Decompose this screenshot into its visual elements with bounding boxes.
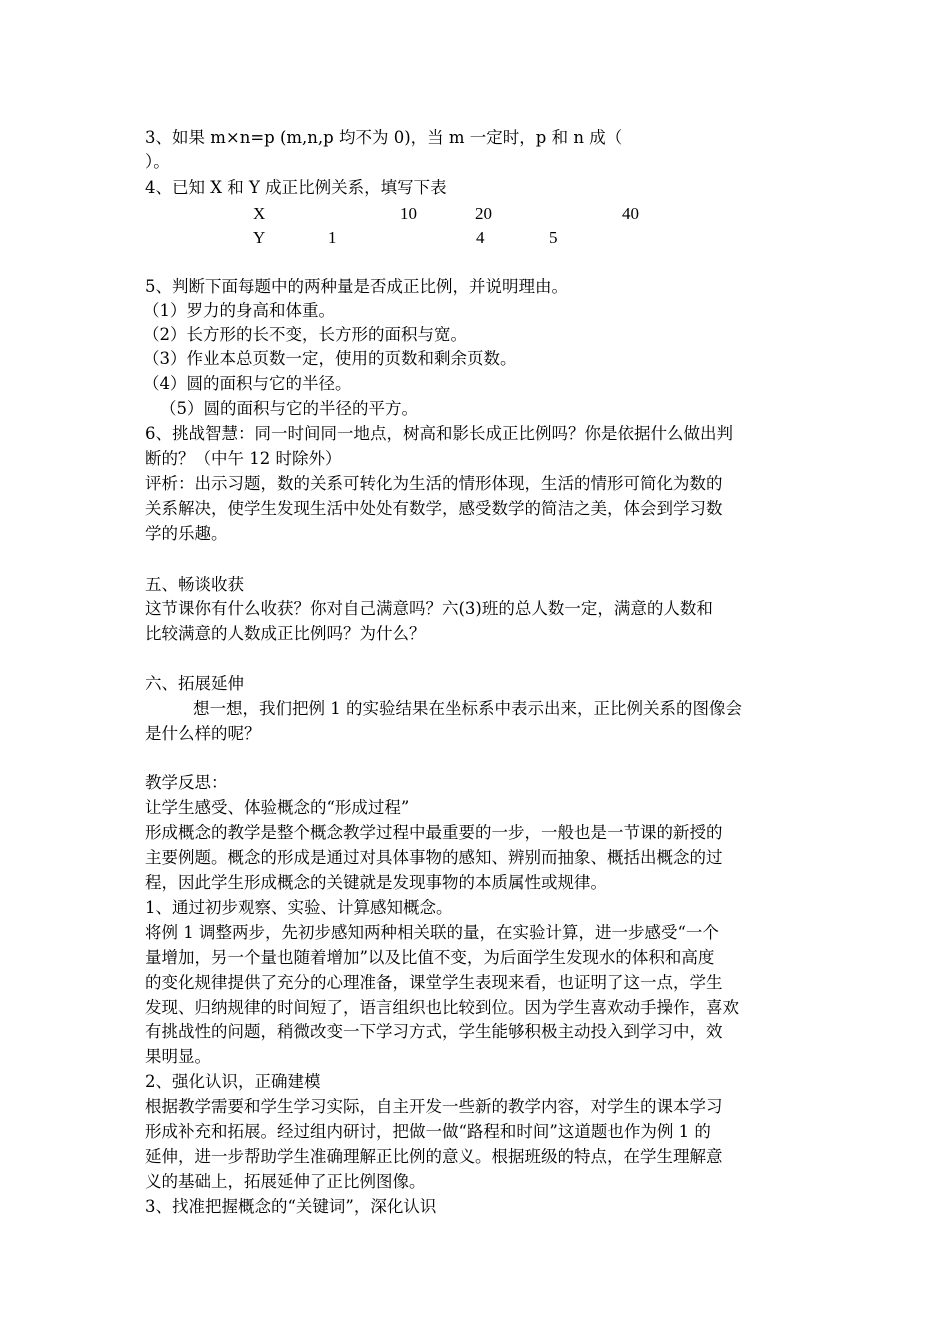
table-y-label: Y — [253, 228, 266, 247]
point-1-line: 发现、归纳规律的时间短了，语言组织也比较到位。因为学生喜欢动手操作，喜欢 — [145, 998, 739, 1017]
question-5-title: 5、判断下面每题中的两种量是否成正比例，并说明理由。 — [145, 277, 568, 296]
question-5-item: （4）圆的面积与它的半径。 — [143, 374, 352, 393]
table-y-value: 5 — [549, 228, 558, 247]
reflection-paragraph-line: 程，因此学生形成概念的关键就是发现事物的本质属性或规律。 — [145, 873, 607, 892]
point-3-title: 3、找准把握概念的“关键词”，深化认识 — [145, 1197, 437, 1216]
table-x-value: 40 — [622, 204, 639, 223]
question-6-line-1: 6、挑战智慧：同一时间同一地点，树高和影长成正比例吗？你是依据什么做出判 — [145, 424, 733, 443]
table-x-value: 20 — [475, 204, 492, 223]
question-5-item: （1）罗力的身高和体重。 — [143, 301, 335, 320]
table-x-value: 10 — [400, 204, 417, 223]
comment-line: 学的乐趣。 — [145, 524, 228, 543]
question-6-line-2: 断的？（中午 12 时除外） — [145, 449, 342, 468]
point-1-line: 量增加，另一个量也随着增加”以及比值不变，为后面学生发现水的体积和高度 — [145, 948, 715, 967]
point-2-line: 根据教学需要和学生学习实际，自主开发一些新的教学内容，对学生的课本学习 — [145, 1097, 723, 1116]
section-5-title: 五、畅谈收获 — [145, 575, 244, 594]
question-3-line-2: ）。 — [145, 152, 170, 171]
point-1-line: 有挑战性的问题，稍微改变一下学习方式，学生能够积极主动投入到学习中，效 — [145, 1022, 723, 1041]
question-3-line-1: 3、如果 m×n=p (m,n,p 均不为 0)，当 m 一定时，p 和 n 成（ — [145, 128, 623, 147]
point-1-line: 将例 1 调整两步，先初步感知两种相关联的量，在实验计算，进一步感受“一个 — [145, 923, 719, 942]
reflection-paragraph-line: 形成概念的教学是整个概念教学过程中最重要的一步，一般也是一节课的新授的 — [145, 823, 723, 842]
comment-line: 关系解决，使学生发现生活中处处有数学，感受数学的简洁之美，体会到学习数 — [145, 499, 723, 518]
section-5-line: 这节课你有什么收获？你对自己满意吗？六(3)班的总人数一定，满意的人数和 — [145, 599, 713, 618]
table-y-value: 1 — [328, 228, 337, 247]
reflection-paragraph-line: 主要例题。概念的形成是通过对具体事物的感知、辨别而抽象、概括出概念的过 — [145, 848, 723, 867]
point-2-line: 义的基础上，拓展延伸了正比例图像。 — [145, 1172, 426, 1191]
section-6-line: 想一想，我们把例 1 的实验结果在坐标系中表示出来，正比例关系的图像会 — [193, 699, 742, 718]
section-5-line: 比较满意的人数成正比例吗？为什么？ — [145, 624, 426, 643]
section-6-line: 是什么样的呢？ — [145, 724, 261, 743]
point-1-line: 果明显。 — [145, 1047, 211, 1066]
table-x-label: X — [253, 204, 266, 223]
comment-line: 评析：出示习题，数的关系可转化为生活的情形体现，生活的情形可简化为数的 — [145, 474, 723, 493]
reflection-subtitle: 让学生感受、体验概念的“形成过程” — [145, 798, 410, 817]
section-6-title: 六、拓展延伸 — [145, 674, 244, 693]
reflection-title: 教学反思： — [145, 773, 228, 792]
point-1-line: 的变化规律提供了充分的心理准备，课堂学生表现来看，也证明了这一点，学生 — [145, 973, 723, 992]
point-2-line: 形成补充和拓展。经过组内研讨，把做一做“路程和时间”这道题也作为例 1 的 — [145, 1122, 711, 1141]
question-5-item: （3）作业本总页数一定，使用的页数和剩余页数。 — [143, 349, 517, 368]
question-5-item: （2）长方形的长不变，长方形的面积与宽。 — [143, 325, 467, 344]
table-y-value: 4 — [476, 228, 485, 247]
question-5-item: （5）圆的面积与它的半径的平方。 — [160, 399, 418, 418]
point-2-title: 2、强化认识，正确建模 — [145, 1072, 321, 1091]
point-1-title: 1、通过初步观察、实验、计算感知概念。 — [145, 898, 453, 917]
point-2-line: 延伸，进一步帮助学生准确理解正比例的意义。根据班级的特点，在学生理解意 — [145, 1147, 723, 1166]
question-4-title: 4、已知 X 和 Y 成正比例关系，填写下表 — [145, 178, 447, 197]
